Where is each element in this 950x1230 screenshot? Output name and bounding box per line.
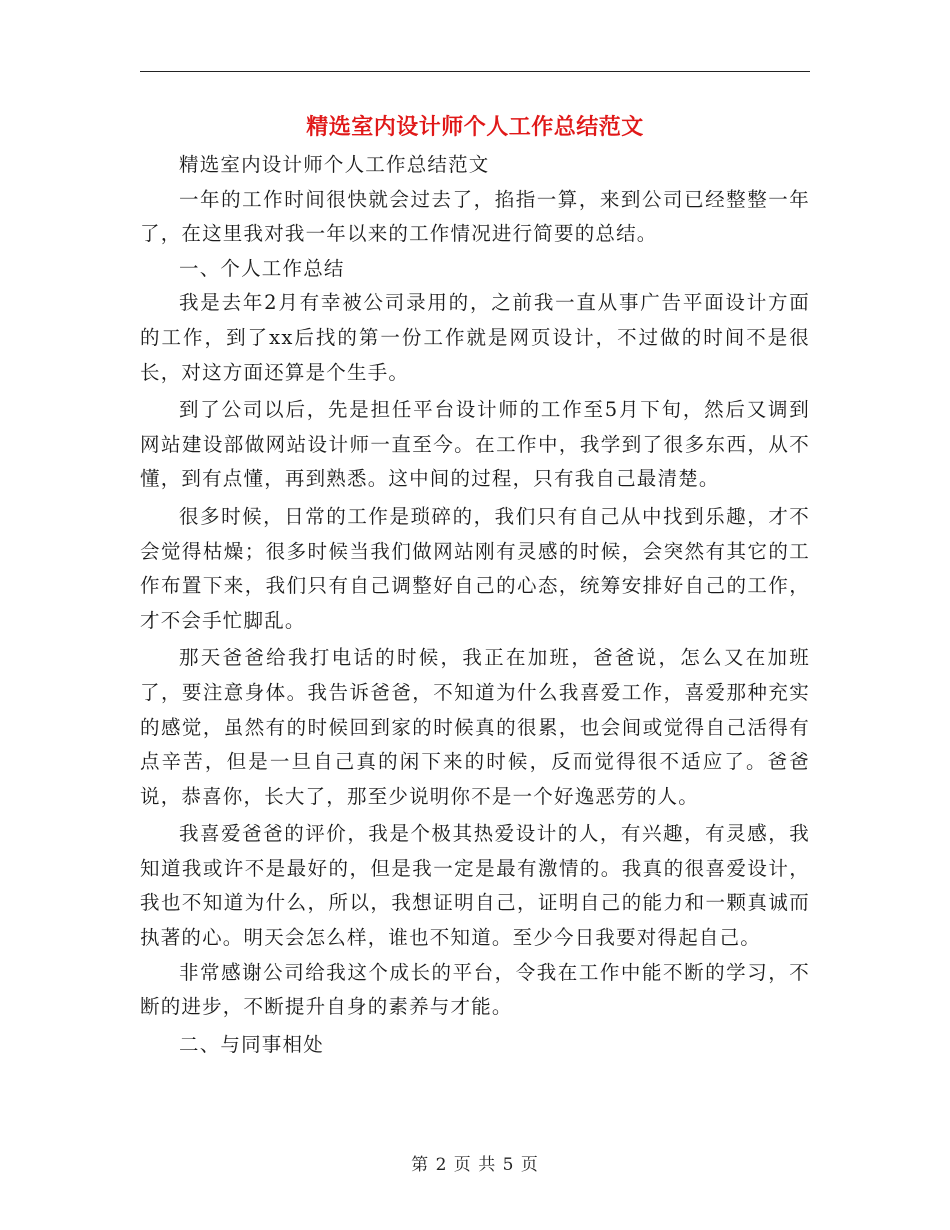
paragraph: 到了公司以后，先是担任平台设计师的工作至5月下旬，然后又调到网站建设部做网站设计师一直至今。在工作中，我学到了很多东西，从不懂，到有点懂，再到熟悉。这中间的过程，只有我自己最清楚。	[140, 398, 810, 491]
paragraph: 我是去年2月有幸被公司录用的，之前我一直从事广告平面设计方面的工作，到了xx后找的第一份工作就是网页设计，不过做的时间不是很长，对这方面还算是个生手。	[140, 291, 810, 384]
paragraph: 那天爸爸给我打电话的时候，我正在加班，爸爸说，怎么又在加班了，要注意身体。我告诉爸爸，不知道为什么我喜爱工作，喜爱那种充实的感觉，虽然有的时候回到家的时候真的很累，也会间或觉得自己活得有点辛苦，但是一旦自己真的闲下来的时候，反而觉得很不适应了。爸爸说，恭喜你，长大了，那至少说明你不是一个好逸恶劳的人。	[140, 646, 810, 808]
paragraph: 非常感谢公司给我这个成长的平台，令我在工作中能不断的学习，不断的进步，不断提升自身的素养与才能。	[140, 960, 810, 1019]
paragraph: 我喜爱爸爸的评价，我是个极其热爱设计的人，有兴趣，有灵感，我知道我或许不是最好的，但是我一定是最有激情的。我真的很喜爱设计，我也不知道为什么，所以，我想证明自己，证明自己的能力和一颗真诚而执著的心。明天会怎么样，谁也不知道。至少今日我要对得起自己。	[140, 822, 810, 950]
paragraph-intro: 一年的工作时间很快就会过去了，掐指一算，来到公司已经整整一年了，在这里我对我一年以来的工作情况进行简要的总结。	[140, 187, 810, 246]
document-body	[140, 148, 810, 1062]
paragraph: 很多时候，日常的工作是琐碎的，我们只有自己从中找到乐趣，才不会觉得枯燥；很多时候当我们做网站刚有灵感的时候，会突然有其它的工作布置下来，我们只有自己调整好自己的心态，统筹安排好自己的工作，才不会手忙脚乱。	[140, 504, 810, 632]
page-number-footer: 第 2 页 共 5 页	[411, 1155, 539, 1175]
paragraph-subtitle: 精选室内设计师个人工作总结范文	[179, 153, 490, 176]
section-heading-2: 二、与同事相处	[179, 1032, 324, 1056]
document-title: 精选室内设计师个人工作总结范文	[306, 114, 644, 140]
section-heading-1: 一、个人工作总结	[179, 256, 345, 280]
header-rule	[140, 71, 810, 72]
